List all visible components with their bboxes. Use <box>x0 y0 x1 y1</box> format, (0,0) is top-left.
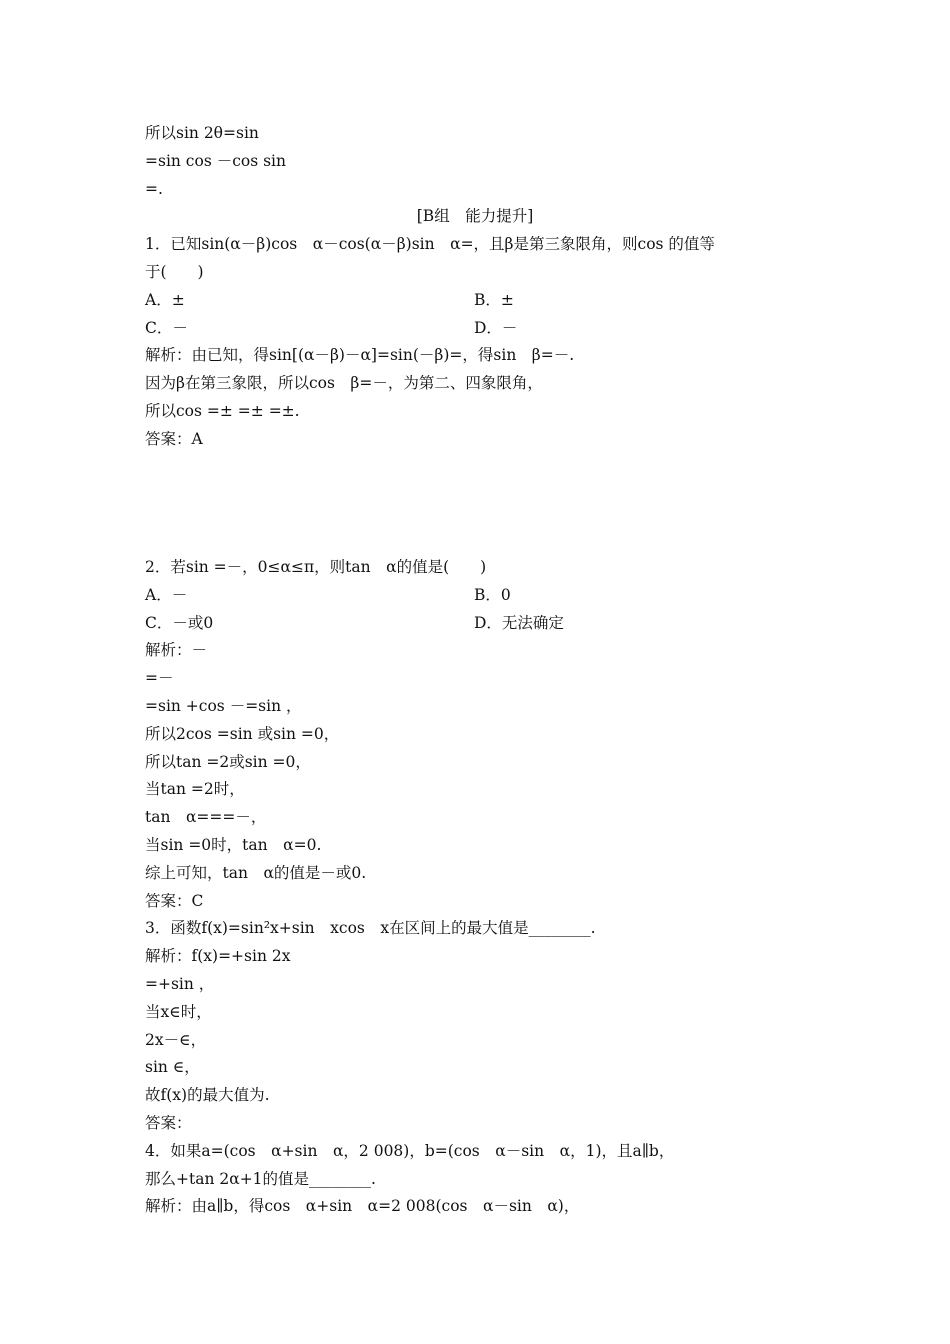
section-heading: [B组 能力提升] <box>416 207 534 225</box>
question-4: 4．如果a=(cos α+sin α，2 008)，b=(cos α－sin α，1)，且a∥b， <box>145 1142 675 1160</box>
text-line: 综上可知，tan α的值是－或0. <box>145 864 367 882</box>
answer-line: 答案：C <box>145 892 204 910</box>
text-line: 所以cos =± =± =±. <box>145 402 300 420</box>
text-line: 当tan =2时， <box>145 780 245 798</box>
text-line: =－ <box>145 669 174 687</box>
question-1: 1．已知sin(α－β)cos α－cos(α－β)sin α=，且β是第三象限角，则cos 的值等 <box>145 235 715 253</box>
text-line: 当x∈时， <box>145 1003 212 1021</box>
text-line: tan α===－， <box>145 808 267 826</box>
analysis-line: 解析：f(x)=+sin 2x <box>145 947 291 965</box>
option-b: B．0 <box>474 586 511 604</box>
option-d: D．－ <box>474 319 518 337</box>
text-line: 于( ) <box>145 263 204 281</box>
analysis-line: 解析：由已知，得sin[(α－β)－α]=sin(－β)=，得sin β=－. <box>145 346 575 364</box>
text-line: 所以sin 2θ=sin <box>145 124 259 142</box>
text-line: 故f(x)的最大值为. <box>145 1086 270 1104</box>
option-c: C．－或0 <box>145 614 214 632</box>
text-line: =sin cos －cos sin <box>145 152 286 170</box>
option-d: D．无法确定 <box>474 614 564 632</box>
answer-line: 答案：A <box>145 430 203 448</box>
text-line: 那么+tan 2α+1的值是________. <box>145 1170 376 1188</box>
analysis-line: 解析：－ <box>145 641 208 659</box>
analysis-line: 解析：由a∥b，得cos α+sin α=2 008(cos α－sin α)， <box>145 1197 580 1215</box>
text-line: =. <box>145 180 163 198</box>
text-line: =sin +cos －=sin ， <box>145 697 302 715</box>
question-3: 3．函数f(x)=sin²x+sin xcos x在区间上的最大值是________. <box>145 919 596 937</box>
option-b: B．± <box>474 291 514 309</box>
option-a: A．－ <box>145 586 188 604</box>
question-2: 2．若sin =－，0≤α≤π，则tan α的值是( ) <box>145 558 487 576</box>
text-line: =+sin ， <box>145 975 215 993</box>
answer-line: 答案： <box>145 1114 192 1132</box>
text-line: 当sin =0时，tan α=0. <box>145 836 322 854</box>
text-line: sin ∈， <box>145 1058 200 1076</box>
option-a: A．± <box>145 291 185 309</box>
option-c: C．－ <box>145 319 188 337</box>
text-line: 所以tan =2或sin =0， <box>145 753 311 771</box>
text-line: 因为β在第三象限，所以cos β=－，为第二、四象限角， <box>145 374 543 392</box>
text-line: 2x－∈， <box>145 1031 207 1049</box>
text-line: 所以2cos =sin 或sin =0， <box>145 725 340 743</box>
